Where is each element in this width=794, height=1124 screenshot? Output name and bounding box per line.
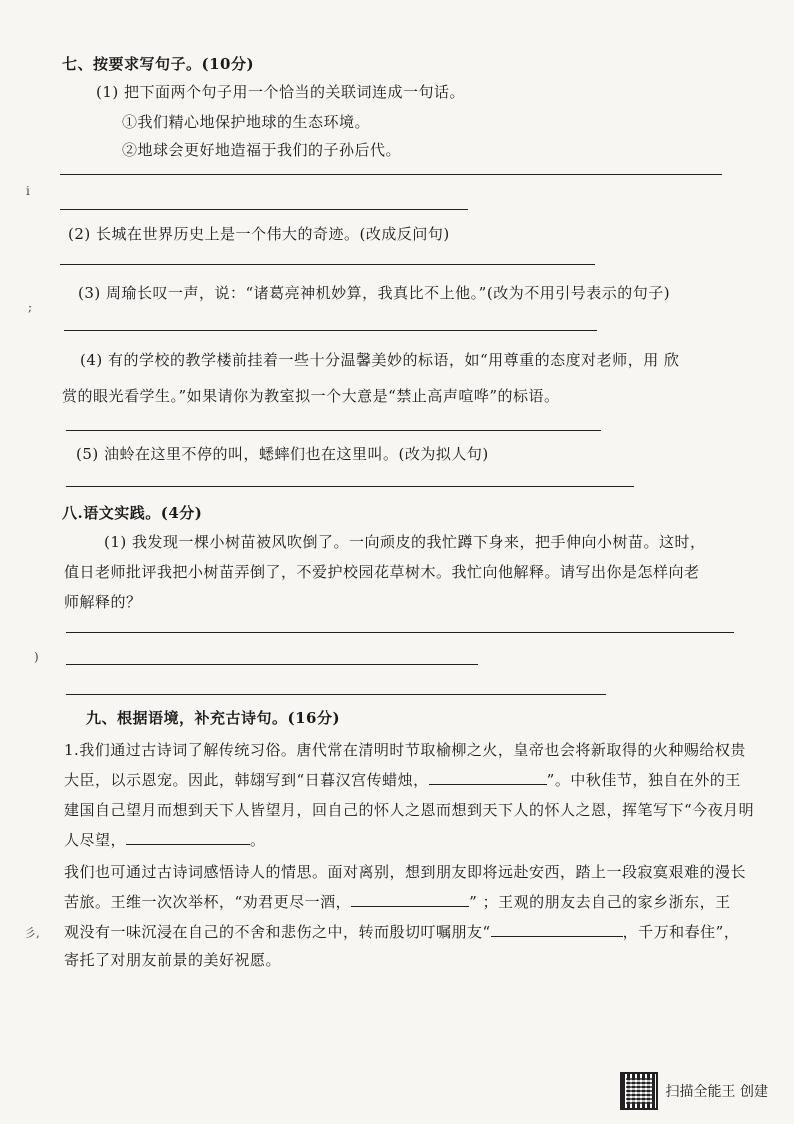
q7-s1: (1) 把下面两个句子用一个恰当的关联词连成一句话。 [96, 83, 466, 101]
q9-l5: 我们也可通过古诗词感悟诗人的情思。面对离别，想到朋友即将远赴安西，踏上一段寂寞艰难的漫长 [64, 863, 747, 881]
q9-l8: 寄托了对朋友前景的美好祝愿。 [64, 951, 282, 969]
q8-p2: 值日老师批评我把小树苗弄倒了，不爱护校园花草树木。我忙向他解释。请写出你是怎样向老 [64, 563, 700, 581]
q7-s2: (2) 长城在世界历史上是一个伟大的奇迹。(改成反问句) [68, 225, 450, 243]
margin-mark: i [26, 184, 30, 198]
q9-l7a: 观没有一味沉浸在自己的不舍和悲伤之中，转而殷切叮嘱朋友“ [64, 923, 491, 941]
answer-line[interactable] [66, 694, 606, 695]
watermark-text: 扫描全能王 创建 [665, 1084, 768, 1100]
q9-l1: 1.我们通过古诗词了解传统习俗。唐代常在清明时节取榆柳之火，皇帝也会将新取得的火种赐给权贵 [64, 741, 746, 759]
q8-p1: (1) 我发现一棵小树苗被风吹倒了。一向顽皮的我忙蹲下身来，把手伸向小树苗。这时， [104, 533, 706, 551]
q7-s1b: ②地球会更好地造福于我们的子孙后代。 [122, 141, 402, 159]
q9-l7 [64, 922, 739, 942]
q8-heading: 八.语文实践。(4分) [62, 504, 203, 522]
answer-line[interactable] [60, 264, 595, 265]
q9-l4a: 人尽望， [64, 831, 127, 849]
q9-heading: 九、根据语境，补充古诗句。(16分) [86, 709, 341, 727]
margin-mark: ; [28, 300, 33, 314]
q9-l2 [64, 770, 741, 790]
answer-line[interactable] [64, 330, 597, 331]
q9-l6b: ” ；王观的朋友去自己的家乡浙东，王 [469, 893, 731, 911]
answer-line[interactable] [66, 486, 634, 487]
answer-line[interactable] [60, 209, 468, 210]
q9-l3: 建国自己望月而想到天下人皆望月，回自己的怀人之恩而想到天下人的怀人之恩，挥笔写下“今夜月明 [64, 801, 755, 819]
qr-code-icon [620, 1072, 658, 1110]
q7-s1a: ①我们精心地保护地球的生态环境。 [122, 113, 371, 131]
fill-blank[interactable] [126, 830, 250, 845]
fill-blank[interactable] [491, 922, 623, 937]
scanner-watermark [620, 1072, 768, 1110]
q9-l7b: ，千万和春住”， [622, 923, 740, 941]
q7-s4a: (4) 有的学校的教学楼前挂着一些十分温馨美妙的标语，如“用尊重的态度对老师，用 欣 [80, 351, 680, 369]
q7-s5: (5) 油蛉在这里不停的叫，蟋蟀们也在这里叫。(改为拟人句) [76, 445, 489, 463]
q7-s4b: 赏的眼光看学生。”如果请你为教室拟一个大意是“禁止高声喧哗”的标语。 [62, 387, 560, 405]
q9-l4 [64, 830, 266, 850]
q9-l6 [64, 892, 731, 912]
q7-heading: 七、按要求写句子。(10分) [62, 55, 255, 73]
fill-blank[interactable] [351, 892, 469, 907]
q8-p3: 师解释的？ [64, 593, 142, 611]
answer-line[interactable] [60, 174, 722, 175]
q9-l6a: 苦旅。王维一次次举杯，“劝君更尽一酒， [64, 893, 352, 911]
answer-line[interactable] [66, 430, 601, 431]
fill-blank[interactable] [429, 770, 547, 785]
margin-mark: 彡, [24, 926, 40, 940]
margin-mark: ) [34, 650, 39, 664]
answer-line[interactable] [66, 664, 478, 665]
answer-line[interactable] [66, 632, 734, 633]
q7-s3: (3) 周瑜长叹一声，说：“诸葛亮神机妙算，我真比不上他。”(改为不用引号表示的句子) [78, 284, 671, 302]
q9-l2a: 大臣，以示恩宠。因此，韩翃写到“日暮汉宫传蜡烛， [64, 771, 429, 789]
q9-l2b: ”。中秋佳节，独自在外的王 [546, 771, 741, 789]
q9-l4b: 。 [250, 831, 266, 849]
